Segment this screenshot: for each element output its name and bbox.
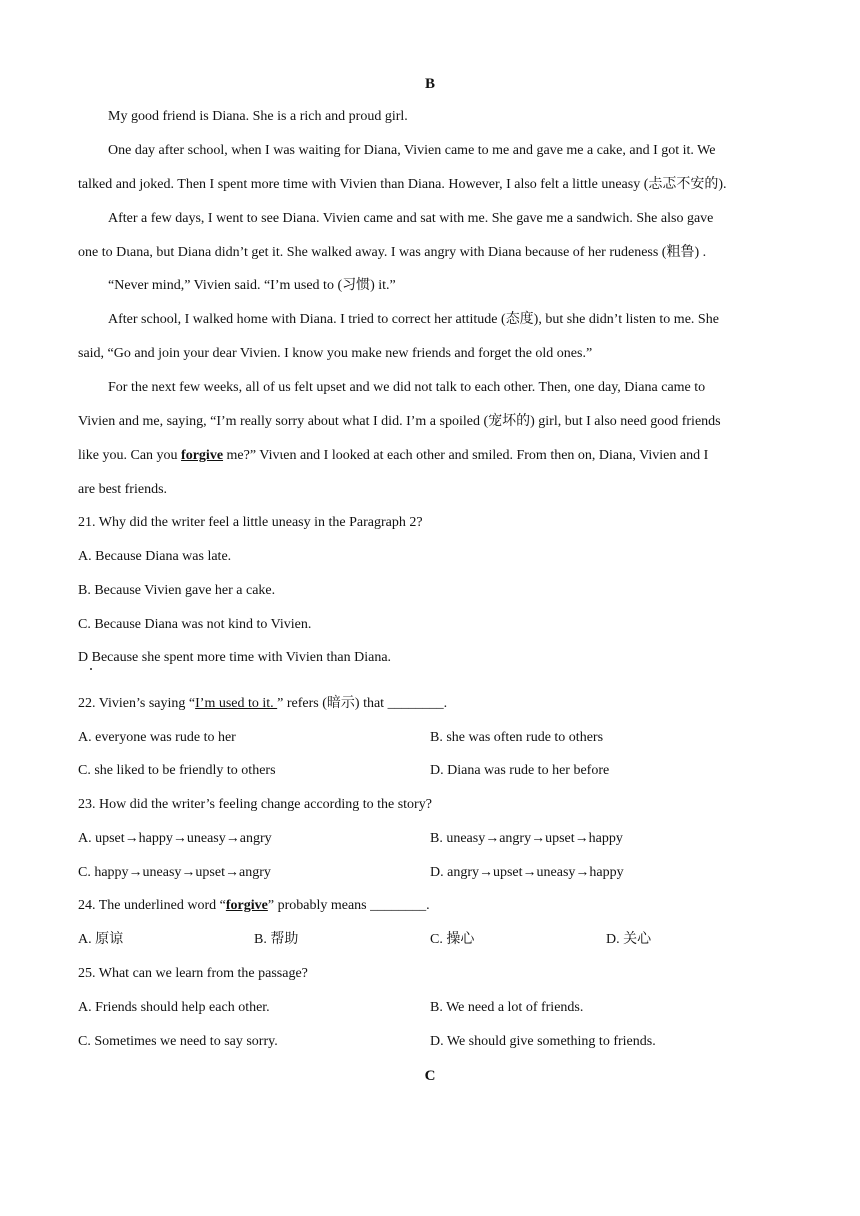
question-24-option-d: D. 关心 (606, 932, 652, 947)
question-23-option-c: C. happy→uneasy→upset→angry (78, 865, 271, 880)
paragraph-3-line-2: one to Dιana, but Diana didn’t get it. She walked away. I was angry with Diana because of her rudeness (粗鲁) . (78, 245, 707, 260)
paragraph-5-line-2: said, “Go and join your dear Vivien. I know you make new friends and forget the old ones.” (78, 346, 593, 361)
question-24-option-c: C. 操心 (430, 932, 475, 947)
question-25-option-b: B. We need a lot of friends. (430, 1000, 584, 1015)
paragraph-2-line-2: talked and joked. Then I spent more time with Vivien than Diana. However, I also felt a little uneasy (忐忑不安的). (78, 177, 727, 192)
question-24-option-b: B. 帮助 (254, 932, 299, 947)
question-21-option-d: D Because she spent more time with Vivien than Diana. (78, 650, 392, 665)
section-b-heading: B (424, 76, 435, 92)
paragraph-6-line-3 (78, 446, 798, 466)
question-21-stem: 21. Why did the writer feel a little uneasy in the Paragraph 2? (78, 515, 423, 530)
question-21-option-c: C. Because Diana was not kind to Vivien. (78, 617, 312, 632)
question-24-stem-before: 24. The underlined word “ (78, 898, 226, 913)
paragraph-6-line-2: Vivien and me, saying, “I’m really sorry about what I did. I’m a spoiled (宠坏的) girl, but I also need good friends (78, 414, 721, 429)
question-24-stem-after: ” probably means ________. (267, 898, 430, 913)
paragraph-6-line-1: For the next few weeks, all of us felt upset and we did not talk to each other. Then, one day, Diana came to (108, 380, 706, 395)
question-25-option-c: C. Sometimes we need to say sorry. (78, 1034, 278, 1049)
stray-dot-mark (90, 668, 92, 670)
paragraph-2-line-1: One day after school, when I was waiting for Diana, Vivien came to me and gave me a cake, and I got it. We (108, 143, 716, 158)
question-22-option-c: C. she liked to be friendly to others (78, 763, 276, 778)
question-22-stem-before: 22. Vivien’s saying “ (78, 696, 196, 711)
question-25-stem: 25. What can we learn from the passage? (78, 966, 308, 981)
paragraph-4: “Never mind,” Vivien said. “I’m used to (习惯) it.” (108, 278, 396, 293)
paragraph-6-line-4: are best friends. (78, 482, 168, 497)
question-23-option-a: A. upset→happy→uneasy→angry (78, 831, 272, 846)
paragraph-6-text-after: me?” Vivιen and I looked at each other and smiled. From then on, Diana, Vivien and I (223, 448, 709, 463)
question-22-stem (78, 694, 798, 714)
question-21-option-b: B. Because Vivien gave her a cake. (78, 583, 276, 598)
question-22-option-a: A. everyone was rude to her (78, 730, 236, 745)
question-23-option-b: B. uneasy→angry→upset→happy (430, 831, 623, 846)
paragraph-5-line-1: After school, I walked home with Diana. I tried to correct her attitude (态度), but she didn’t listen to me. She (108, 312, 719, 327)
paragraph-1: My good friend is Diana. She is a rich and proud girl. (108, 109, 408, 124)
section-c-heading: C (424, 1068, 436, 1084)
question-22-underlined-quote: I’m used to it. (195, 696, 278, 711)
question-24-option-a: A. 原谅 (78, 932, 124, 947)
question-23-option-d: D. angry→upset→uneasy→happy (430, 865, 624, 880)
question-24-forgive-word: forgive (225, 898, 268, 913)
question-21-option-a: A. Because Diana was late. (78, 549, 232, 564)
question-25-option-a: A. Friends should help each other. (78, 1000, 270, 1015)
question-22-option-b: B. she was often rude to others (430, 730, 604, 745)
question-25-option-d: D. We should give something to friends. (430, 1034, 656, 1049)
question-22-option-d: D. Diana was rude to her before (430, 763, 610, 778)
paragraph-6-text-before: like you. Can you (78, 448, 182, 463)
question-23-stem: 23. How did the writer’s feeling change according to the story? (78, 797, 432, 812)
paragraph-3-line-1: After a few days, I went to see Diana. Vivien came and sat with me. She gave me a sandwich. She also gave (108, 211, 714, 226)
question-22-stem-after: ” refers (暗示) that ________. (277, 696, 448, 711)
forgive-underlined-word: forgive (181, 448, 224, 463)
question-24-stem (78, 896, 798, 916)
